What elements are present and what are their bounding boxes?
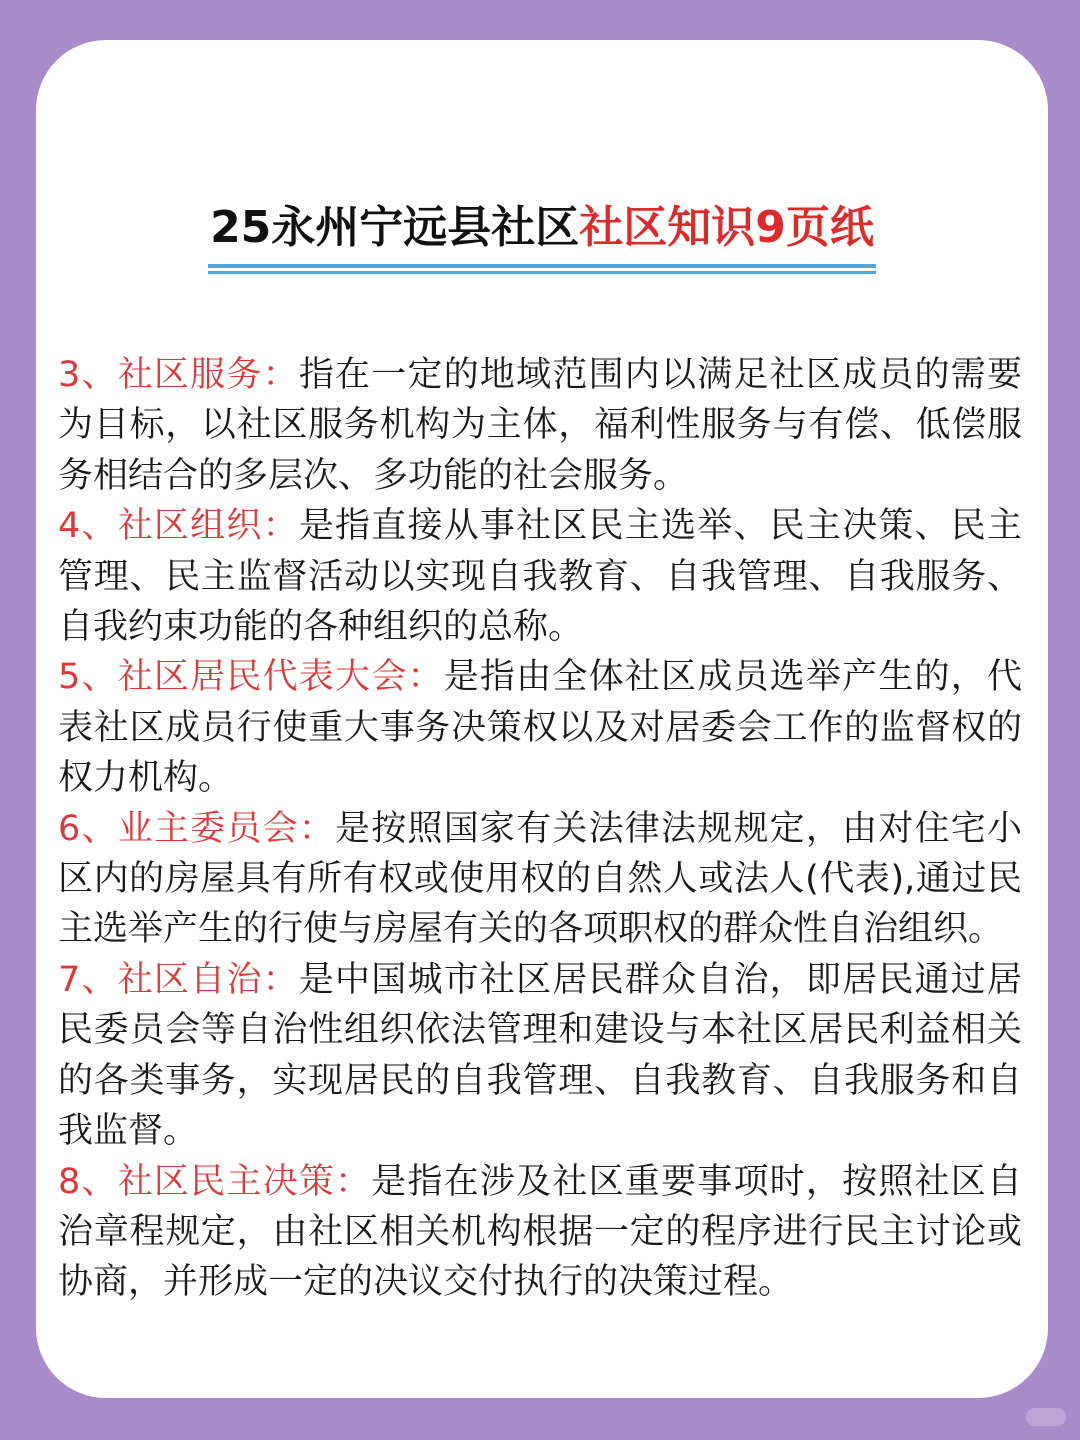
definition-term: 4、社区组织： [58, 506, 299, 547]
definition-text: 指在一定的地域范围内以满足社区成员的需要为目标，以社区服务机构为主体，福利性服务与有偿、低偿服务相结合的多层次、多功能的社会服务。 [58, 355, 1022, 496]
definition-entry [58, 350, 1022, 501]
definition-term: 6、业主委员会： [58, 808, 336, 849]
definition-text: 是指直接从事社区民主选举、民主决策、民主管理、民主监督活动以实现自我教育、自我管理、自我服务、自我约束功能的各种组织的总称。 [58, 506, 1022, 648]
definition-entry [58, 804, 1022, 955]
corner-badge [1026, 1408, 1066, 1426]
definition-term: 3、社区服务： [58, 355, 299, 395]
definition-entry [58, 652, 1022, 803]
definitions-list [58, 350, 1022, 1308]
title-underline [208, 264, 876, 268]
definition-text: 是中国城市社区居民群众自治，即居民通过居民委员会等自治性组织依法管理和建设与本社区居民利益相关的各类事务，实现居民的自我管理、自我教育、自我服务和自我监督。 [58, 959, 1022, 1152]
title-container [36, 198, 1048, 268]
definition-text: 是按照国家有关法律法规规定，由对住宅小区内的房屋具有所有权或使用权的自然人或法人(代表),通过民主选举产生的行使与房屋有关的各项职权的群众性自治组织。 [58, 808, 1022, 950]
definition-term: 8、社区民主决策： [58, 1161, 372, 1202]
page-title [208, 198, 876, 268]
title-underline-second [208, 271, 876, 274]
title-red-part: 社区知识9页纸 [579, 202, 874, 253]
content-card [36, 40, 1048, 1398]
definition-entry [58, 501, 1022, 652]
definition-text: 是指在涉及社区重要事项时，按照社区自治章程规定，由社区相关机构根据一定的程序进行民主讨论或协商，并形成一定的决议交付执行的决策过程。 [58, 1161, 1022, 1303]
definition-text: 是指由全体社区成员选举产生的，代表社区成员行使重大事务决策权以及对居委会工作的监督权的权力机构。 [58, 657, 1022, 799]
definition-term: 5、社区居民代表大会： [58, 657, 444, 698]
definition-entry [58, 955, 1022, 1157]
title-black-part: 25永州宁远县社区 [210, 202, 580, 253]
definition-term: 7、社区自治： [58, 959, 299, 1000]
definition-entry [58, 1157, 1022, 1308]
